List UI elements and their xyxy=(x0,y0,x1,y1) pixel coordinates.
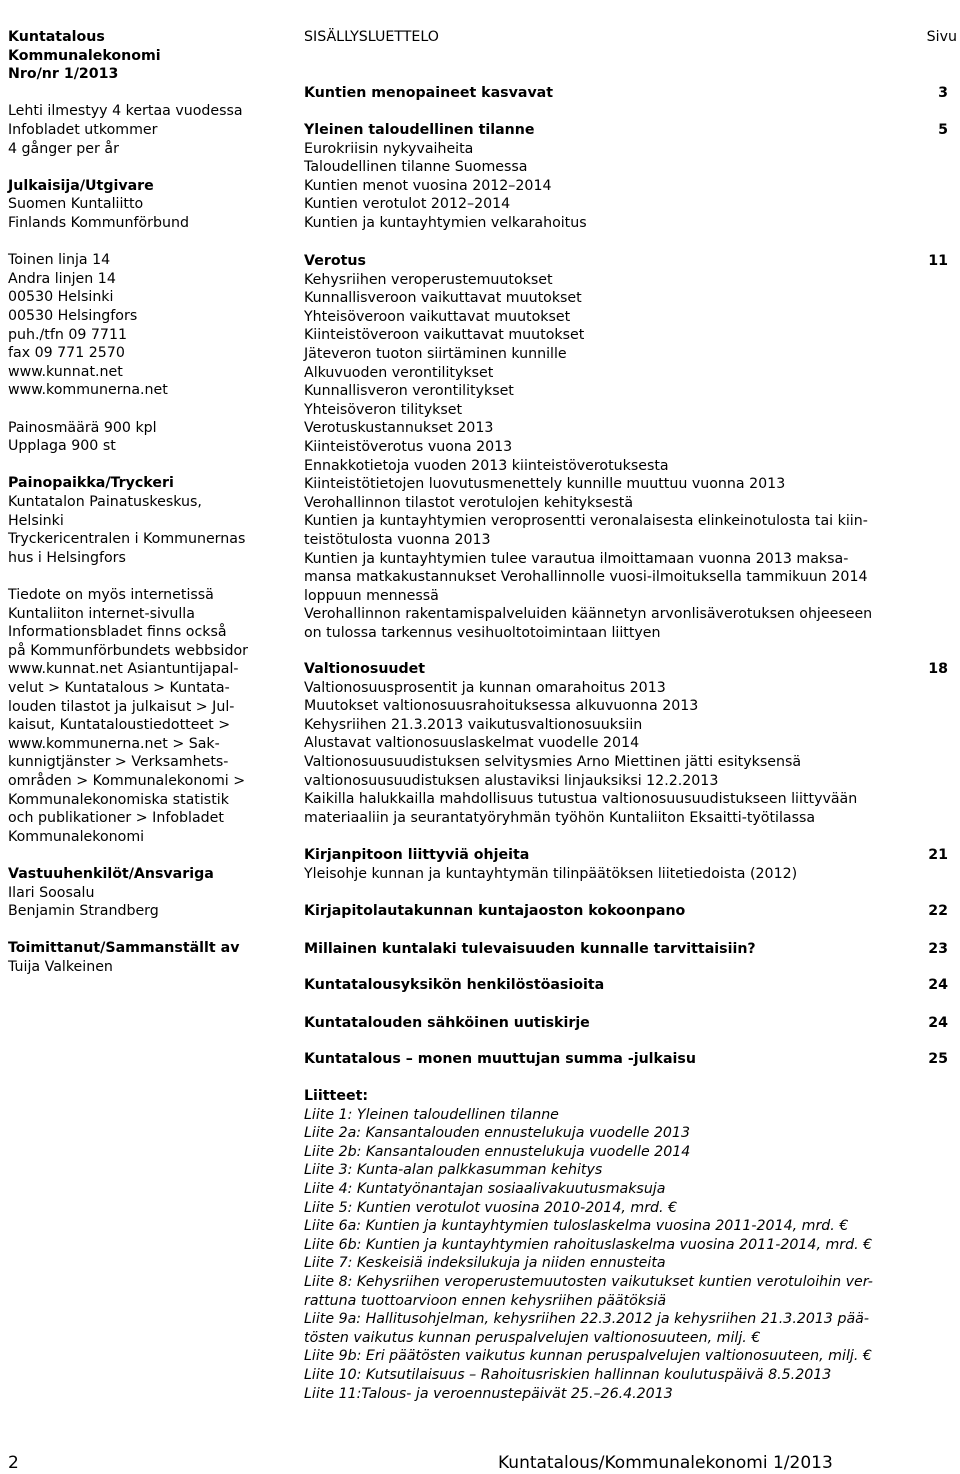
masthead-line: Julkaisija/Utgivare xyxy=(8,177,154,194)
masthead-line: Kommunalekonomi xyxy=(8,47,161,64)
masthead-line: www.kunnat.net Asiantuntijapal- xyxy=(8,661,239,678)
toc-section-title: Kuntatalouden sähköinen uutiskirje xyxy=(304,1015,590,1031)
masthead-line: och publikationer > Infobladet xyxy=(8,810,224,827)
toc-subitem: Verohallinnon rakentamispalveluiden käännetyn arvonlisäverotuksen ohjeeseen xyxy=(304,606,873,623)
masthead-line: Toinen linja 14 xyxy=(8,252,111,269)
toc-subitem: Valtionosuusprosentit ja kunnan omarahoitus 2013 xyxy=(304,679,666,696)
masthead-line: 4 gånger per år xyxy=(8,140,119,157)
masthead-line: Painopaikka/Tryckeri xyxy=(8,475,174,492)
attachment-text: Liite 10: Kutsutilaisuus – Rahoitusriskien hallinnan koulutuspäivä 8.5.2013 xyxy=(304,1367,832,1383)
masthead-line: Kommunalekonomiska statistik xyxy=(8,791,229,808)
toc-subitem: Kaikilla halukkailla mahdollisuus tutustua valtionosuusuudistukseen liittyvään xyxy=(304,791,858,808)
attachment-text: Liite 11:Talous- ja veroennustepäivät 25.–26.4.2013 xyxy=(304,1385,673,1402)
toc-subitem: Kiinteistöveroon vaikuttavat muutokset xyxy=(304,327,585,344)
toc-section-page: 22 xyxy=(928,903,948,919)
toc-subitem: Alkuvuoden verontilitykset xyxy=(304,364,494,381)
toc-subitem: Kunnallisveron verontilitykset xyxy=(304,383,514,400)
masthead-line: Finlands Kommunförbund xyxy=(8,215,189,231)
toc-subitem: Taloudellinen tilanne Suomessa xyxy=(304,159,528,176)
masthead-line: fax 09 771 2570 xyxy=(8,345,125,362)
page-number: 2 xyxy=(8,1453,19,1473)
toc-subitem: Kuntien ja kuntayhtymien veroprosentti veronalaisesta elinkeinotulosta tai kiin- xyxy=(304,513,868,530)
attachment-text: Liite 9a: Hallitusohjelman, kehysriihen 22.3.2012 ja kehysriihen 21.3.2013 pää- xyxy=(304,1311,869,1328)
masthead-line: Nro/nr 1/2013 xyxy=(8,66,119,83)
masthead-line: Helsinki xyxy=(8,512,64,529)
masthead-line: Kommunalekonomi xyxy=(8,828,145,845)
toc-section-title: Kuntien menopaineet kasvavat xyxy=(304,85,554,101)
toc-subitem: Kehysriihen 21.3.2013 vaikutusvaltionosuuksiin xyxy=(304,716,643,733)
masthead-line: på Kommunförbundets webbsidor xyxy=(8,642,249,659)
attachment-text: Liite 4: Kuntatyönantajan sosiaalivakuutusmaksuja xyxy=(304,1181,666,1197)
masthead-line: puh./tfn 09 7711 xyxy=(8,326,128,343)
masthead-line: Kuntatalon Painatuskeskus, xyxy=(8,494,202,510)
masthead-line: Infobladet utkommer xyxy=(8,122,158,138)
masthead-line: Upplaga 900 st xyxy=(8,438,116,455)
attachment-item xyxy=(304,1273,873,1291)
attachment-item xyxy=(304,1385,673,1403)
masthead-line: www.kommunerna.net xyxy=(8,382,168,399)
attachment-text: Liite 9b: Eri päätösten vaikutus kunnan peruspalvelujen valtionosuuteen, milj. xyxy=(304,1348,859,1365)
masthead-line: www.kunnat.net xyxy=(8,363,123,380)
toc-section-title: Kuntatalousyksikön henkilöstöasioita xyxy=(304,977,605,993)
toc-section-page: 3 xyxy=(938,85,948,101)
toc-subitem: Muutokset valtionosuusrahoituksessa alkuvuonna 2013 xyxy=(304,698,699,715)
masthead-line: Toimittanut/Sammanställt av xyxy=(8,940,240,957)
toc-section-page: 23 xyxy=(928,941,948,957)
attachment-text: Liite 7: Keskeisiä indeksilukuja ja niiden ennusteita xyxy=(304,1255,666,1272)
toc-subitem: Kehysriihen veroperustemuutokset xyxy=(304,271,553,288)
attachment-item xyxy=(304,1236,872,1254)
toc-section-title: Yleinen taloudellinen tilanne xyxy=(304,122,535,138)
toc-section-page: 11 xyxy=(928,253,948,269)
attachment-item xyxy=(304,1161,602,1179)
toc-subitem: Verotuskustannukset 2013 xyxy=(304,420,494,437)
attachment-text: Liite 6a: Kuntien ja kuntayhtymien tuloslaskelma vuosina 2011-2014, mrd. xyxy=(304,1218,835,1235)
toc-subitem: valtionosuusuudistuksen alustaviksi linjauksiksi 12.2.2013 xyxy=(304,772,719,789)
masthead-line: Andra linjen 14 xyxy=(8,270,116,287)
publication-name: Kuntatalous/Kommunalekonomi 1/2013 xyxy=(498,1453,833,1473)
attachment-text: Liite 1: Yleinen taloudellinen tilanne xyxy=(304,1106,559,1123)
masthead-line: velut > Kuntatalous > Kuntata- xyxy=(8,680,230,696)
toc-section-title: Valtionosuudet xyxy=(304,661,426,677)
toc-subitem: Kiinteistöverotus vuona 2013 xyxy=(304,439,513,455)
toc-section-title: Millainen kuntalaki tulevaisuuden kunnalle tarvittaisiin? xyxy=(304,941,756,957)
toc-subitem: mansa matkakustannukset Verohallinnolle vuosi-ilmoituksella tammikuun 2014 xyxy=(304,569,868,586)
toc-section-title: Kirjapitolautakunnan kuntajaoston kokoonpano xyxy=(304,903,686,919)
toc-subitem: Yleisohje kunnan ja kuntayhtymän tilinpäätöksen liitetiedoista (2012) xyxy=(304,865,798,882)
toc-section-page: 24 xyxy=(928,977,948,993)
attachment-item xyxy=(304,1106,559,1124)
masthead-line: Tiedote on myös internetissä xyxy=(8,587,214,603)
masthead-line: Tuija Valkeinen xyxy=(8,959,113,975)
masthead-line: Benjamin Strandberg xyxy=(8,903,159,920)
masthead-line: Kuntaliiton internet-sivulla xyxy=(8,605,195,622)
toc-subitem: Yhteisöveroon vaikuttavat muutokset xyxy=(304,308,571,325)
toc-subitem: Kuntien verotulot 2012–2014 xyxy=(304,196,511,213)
toc-subitem: Valtionosuusuudistuksen selvitysmies Arno Miettinen jätti esityksensä xyxy=(304,754,802,770)
attachment-text: tösten vaikutus kunnan peruspalvelujen valtionosuuteen, milj. xyxy=(304,1329,747,1346)
toc-section-page: 25 xyxy=(928,1051,948,1067)
toc-section-page: 5 xyxy=(938,122,948,138)
masthead-line: hus i Helsingfors xyxy=(8,549,126,566)
euro-symbol: € xyxy=(751,1329,761,1346)
toc-subitem: Yhteisöveron tilitykset xyxy=(304,401,463,418)
masthead-line: Kuntatalous xyxy=(8,29,105,45)
attachment-item xyxy=(304,1124,690,1142)
attachment-item xyxy=(304,1310,869,1328)
toc-section-title: Verotus xyxy=(304,253,366,269)
page-column-label: Sivu xyxy=(926,29,957,45)
toc-subitem: Ennakkotietoja vuoden 2013 kiinteistöverotuksesta xyxy=(304,457,669,474)
toc-subitem: Kuntien ja kuntayhtymien tulee varautua ilmoittamaan vuonna 2013 maksa- xyxy=(304,550,849,567)
attachment-text: rattuna tuottoarvioon ennen kehysriihen päätöksiä xyxy=(304,1292,667,1309)
attachment-item xyxy=(304,1292,666,1310)
masthead-line: Suomen Kuntaliitto xyxy=(8,196,144,213)
toc-subitem: Kuntien ja kuntayhtymien velkarahoitus xyxy=(304,215,587,231)
toc-subitem: Alustavat valtionosuuslaskelmat vuodelle 2014 xyxy=(304,735,640,752)
attachment-item xyxy=(304,1217,848,1235)
attachment-text: Liite 5: Kuntien verotulot vuosina 2010-2014, mrd. xyxy=(304,1199,664,1216)
masthead-line: Tryckericentralen i Kommunernas xyxy=(8,531,246,548)
attachment-item xyxy=(304,1199,677,1217)
toc-section-page: 21 xyxy=(928,847,948,863)
attachment-text: Liite 3: Kunta-alan palkkasumman kehitys xyxy=(304,1162,603,1179)
toc-section-title: Kuntatalous – monen muuttujan summa -julkaisu xyxy=(304,1051,696,1067)
toc-title: SISÄLLYSLUETTELO xyxy=(304,29,439,45)
masthead-line: Informationsbladet finns också xyxy=(8,624,227,641)
toc-subitem: loppuun mennessä xyxy=(304,587,439,604)
toc-section-title: Kirjanpitoon liittyviä ohjeita xyxy=(304,847,530,863)
attachment-text: Liite 2b: Kansantalouden ennustelukuja vuodelle 2014 xyxy=(304,1143,691,1160)
attachment-item xyxy=(304,1180,665,1198)
attachment-item xyxy=(304,1329,760,1347)
attachment-text: Liite 2a: Kansantalouden ennustelukuja vuodelle 2013 xyxy=(304,1125,690,1142)
toc-subitem: materiaaliin ja seurantatyöryhmän työhön Kuntaliiton Eksaitti-työtilassa xyxy=(304,809,816,826)
toc-subitem: Kiinteistötietojen luovutusmenettely kunnille muuttuu vuonna 2013 xyxy=(304,476,786,493)
masthead-line: Painosmäärä 900 kpl xyxy=(8,419,157,436)
attachment-item xyxy=(304,1143,690,1161)
attachment-item xyxy=(304,1366,831,1384)
masthead-line: kaisut, Kuntataloustiedotteet > xyxy=(8,717,231,734)
toc-subitem: Kunnallisveroon vaikuttavat muutokset xyxy=(304,290,582,307)
toc-subitem: teistötulosta vuonna 2013 xyxy=(304,532,491,548)
masthead-line: Vastuuhenkilöt/Ansvariga xyxy=(8,866,214,882)
masthead-line: 00530 Helsinki xyxy=(8,289,114,306)
masthead-line: 00530 Helsingfors xyxy=(8,308,138,324)
masthead-line: louden tilastot ja julkaisut > Jul- xyxy=(8,698,235,715)
masthead-line: områden > Kommunalekonomi > xyxy=(8,773,246,789)
attachment-text: Liite 6b: Kuntien ja kuntayhtymien rahoituslaskelma vuosina 2011-2014, mrd. xyxy=(304,1236,859,1253)
euro-symbol: € xyxy=(668,1199,678,1216)
toc-subitem: Kuntien menot vuosina 2012–2014 xyxy=(304,177,552,194)
toc-subitem: Verohallinnon tilastot verotulojen kehityksestä xyxy=(304,494,634,511)
masthead-line: Lehti ilmestyy 4 kertaa vuodessa xyxy=(8,103,243,120)
attachments-heading: Liitteet: xyxy=(304,1088,369,1104)
toc-section-page: 18 xyxy=(928,661,948,677)
masthead-line: www.kommunerna.net > Sak- xyxy=(8,735,220,752)
masthead-line: kunnigtjänster > Verksamhets- xyxy=(8,754,229,771)
toc-section-page: 24 xyxy=(928,1015,948,1031)
attachment-item xyxy=(304,1254,666,1272)
masthead-line: Ilari Soosalu xyxy=(8,884,95,901)
attachment-text: Liite 8: Kehysriihen veroperustemuutosten vaikutukset kuntien verotuloihin ver- xyxy=(304,1274,873,1290)
attachment-item xyxy=(304,1347,872,1365)
toc-subitem: Eurokriisin nykyvaiheita xyxy=(304,140,474,157)
toc-subitem: Jäteveron tuoton siirtäminen kunnille xyxy=(304,346,567,362)
euro-symbol: € xyxy=(839,1218,849,1235)
toc-subitem: on tulossa tarkennus vesihuoltotoimintaan liittyen xyxy=(304,625,661,641)
euro-symbol: € xyxy=(862,1348,872,1365)
euro-symbol: € xyxy=(863,1236,873,1253)
